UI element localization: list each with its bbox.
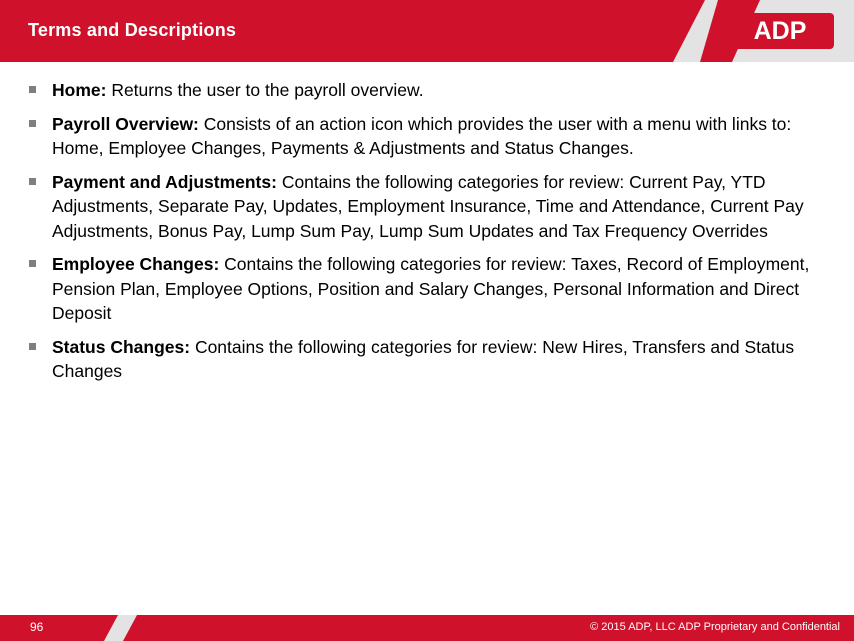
slide-footer bbox=[0, 615, 854, 641]
term-label: Status Changes: bbox=[52, 336, 191, 357]
slide-header bbox=[0, 0, 854, 62]
term-label: Payroll Overview: bbox=[52, 113, 199, 134]
term-label: Employee Changes: bbox=[52, 254, 220, 274]
page-title: Terms and Descriptions bbox=[28, 20, 237, 40]
slide-body bbox=[22, 78, 842, 393]
adp-logo bbox=[724, 12, 836, 50]
square-bullet-icon bbox=[29, 86, 36, 93]
page-number: 96 bbox=[30, 620, 44, 634]
square-bullet-icon bbox=[29, 343, 36, 350]
square-bullet-icon bbox=[29, 178, 36, 185]
list-item bbox=[22, 78, 842, 103]
term-label: Home: bbox=[52, 80, 107, 100]
list-item bbox=[22, 170, 842, 244]
svg-text:ADP: ADP bbox=[753, 17, 807, 45]
registered-trademark-icon: ® bbox=[824, 39, 830, 48]
copyright-text: © 2015 ADP, LLC ADP Proprietary and Confidential bbox=[590, 621, 840, 633]
square-bullet-icon bbox=[29, 120, 36, 127]
list-item bbox=[22, 335, 842, 384]
adp-logo-icon bbox=[726, 13, 834, 49]
square-bullet-icon bbox=[29, 260, 36, 267]
term-label: Payment and Adjustments: bbox=[52, 171, 277, 192]
term-description: Consists of an action icon which provides the user with a menu with links to: Home, Employee Changes, Payments & Adjustments and Status Changes. bbox=[52, 113, 792, 158]
terms-list bbox=[22, 78, 842, 384]
term-description: Returns the user to the payroll overview. bbox=[106, 80, 424, 100]
term-description: Contains the following categories for review: Taxes, Record of Employment, Pension Plan, Employee Options, Position and Salary Changes, Personal Information and Direct Deposit bbox=[52, 254, 810, 323]
term-description: Contains the following categories for review: Current Pay, YTD Adjustments, Separate Pay, Updates, Employment Insurance, Time and Attendance, Current Pay Adjustments, Bonus Pay, Lump Sum Pay, Lump Sum Updates and Tax Frequency Overrides bbox=[52, 171, 804, 241]
list-item bbox=[22, 112, 842, 161]
term-description: Contains the following categories for review: New Hires, Transfers and Status Changes bbox=[52, 336, 795, 381]
list-item bbox=[22, 252, 842, 326]
footer-red-left-block bbox=[0, 615, 118, 641]
